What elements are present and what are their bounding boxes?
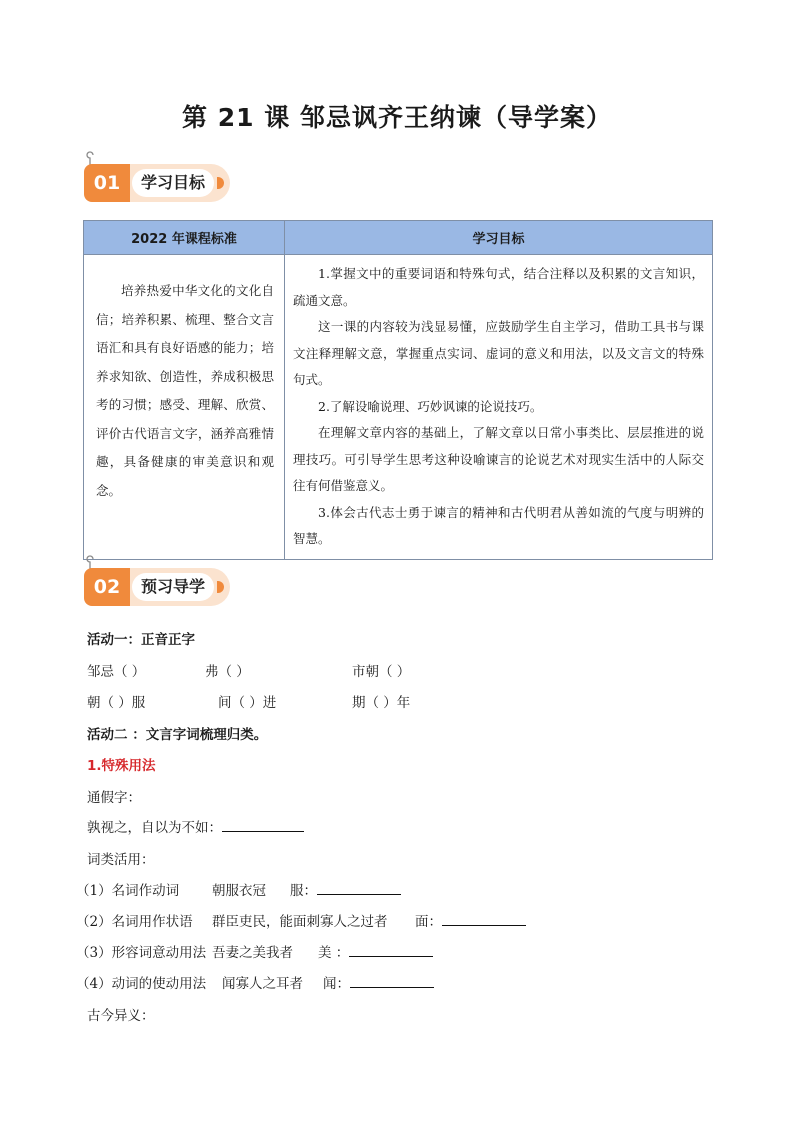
objective-2-detail: 在理解文章内容的基础上，了解文章以日常小事类比、层层推进的说理技巧。可引导学生思考这种设喻谏言的论说艺术对现实生活中的人际交往有何借鉴意义。 (293, 425, 704, 493)
cilei-word (318, 941, 433, 961)
page-title: 第 21 课 邹忌讽齐王纳谏（导学案） (182, 103, 612, 132)
section-label-frame (130, 164, 230, 202)
subheading-special-usage: 1.特殊用法 (87, 758, 156, 774)
label-tail (217, 581, 224, 593)
table-header-objectives: 学习目标 (285, 221, 713, 255)
cilei-word (415, 910, 526, 930)
cilei-type: （3）形容词意动用法 (76, 945, 207, 961)
word-label: 服： (290, 883, 317, 899)
activity1-title: 活动一：正音正字 (87, 632, 195, 648)
pinyin-item: 朝（ ）服 (87, 695, 146, 711)
cilei-example: 群臣吏民，能面刺寡人之过者 (212, 914, 388, 930)
objective-3: 3.体会古代志士勇于谏言的精神和古代明君从善如流的气度与明辨的智慧。 (293, 504, 704, 546)
tongjia-item (87, 816, 304, 836)
section-badge-objectives (84, 164, 230, 202)
pinyin-item: 间（ ）进 (218, 695, 277, 711)
section-number: 01 (84, 164, 130, 202)
cilei-type: （1）名词作动词 (76, 883, 180, 899)
cilei-example: 吾妻之美我者 (212, 945, 293, 961)
objectives-cell (285, 255, 713, 560)
label-tail (217, 177, 224, 189)
cilei-example: 朝服衣冠 (212, 883, 266, 899)
curriculum-standard-text: 培养热爱中华文化的文化自信；培养积累、梳理、整合文言语汇和具有良好语感的能力；培养求知欲、创造性，养成积极思考的习惯；感受、理解、欣赏、评价古代语言文字，涵养高雅情趣，具备健康的审美意识和观念。 (84, 255, 285, 560)
section-label: 预习导学 (132, 573, 214, 601)
section-badge-preview (84, 568, 230, 606)
cilei-type: （2）名词用作状语 (76, 914, 193, 930)
objective-2: 2.了解设喻说理、巧妙讽谏的论说技巧。 (318, 398, 543, 414)
section-label: 学习目标 (132, 169, 214, 197)
pinyin-item: 邹忌（ ） (87, 664, 146, 680)
table-header-standard: 2022 年课程标准 (84, 221, 285, 255)
section-label-frame (130, 568, 230, 606)
word-label: 美 ： (318, 945, 350, 961)
objective-1-detail: 这一课的内容较为浅显易懂，应鼓励学生自主学习，借助工具书与课文注释理解文意，掌握重点实词、虚词的意义和用法，以及文言文的特殊句式。 (293, 319, 704, 387)
pinyin-item: 弗（ ） (205, 664, 250, 680)
pinyin-item: 期（ ）年 (352, 695, 411, 711)
section-number: 02 (84, 568, 130, 606)
cilei-example: 闻寡人之耳者 (222, 976, 303, 992)
objectives-table (83, 220, 713, 560)
word-label: 闻： (323, 976, 350, 992)
gujin-label: 古今异义： (87, 1008, 155, 1024)
tongjia-text: 孰视之，自以为不如： (87, 820, 222, 836)
answer-blank[interactable] (222, 819, 304, 832)
cilei-word (323, 972, 434, 992)
answer-blank[interactable] (442, 913, 526, 926)
cilei-type: （4）动词的使动用法 (76, 976, 207, 992)
objective-1: 1.掌握文中的重要词语和特殊句式，结合注释以及积累的文言知识，疏通文意。 (293, 266, 704, 308)
pinyin-item: 市朝（ ） (352, 664, 411, 680)
answer-blank[interactable] (349, 944, 433, 957)
word-label: 面： (415, 914, 442, 930)
answer-blank[interactable] (317, 882, 401, 895)
activity2-title: 活动二 ：文言字词梳理归类。 (87, 727, 268, 743)
cilei-word (290, 879, 401, 899)
answer-blank[interactable] (350, 975, 434, 988)
cilei-label: 词类活用： (87, 852, 155, 868)
tongjia-label: 通假字： (87, 790, 141, 806)
